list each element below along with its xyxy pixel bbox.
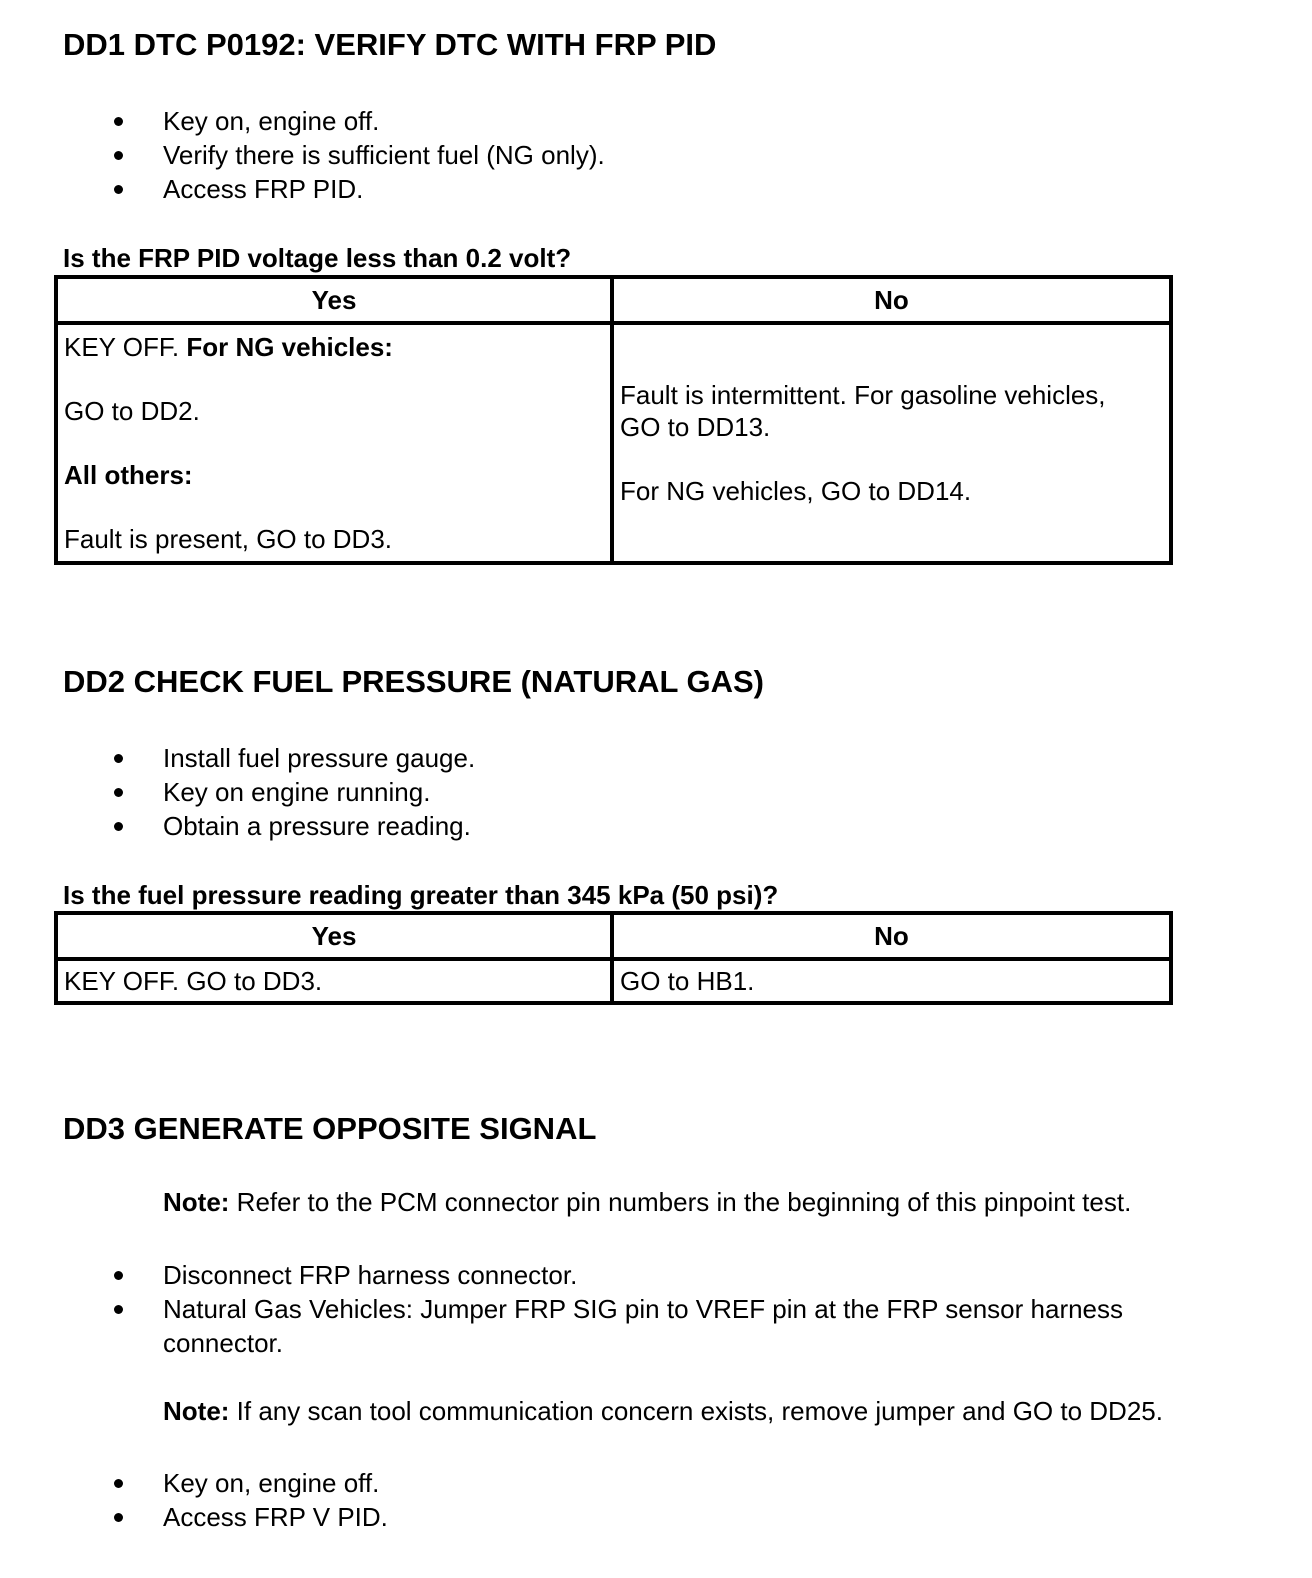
dd1-yes-header: Yes bbox=[56, 277, 612, 323]
dd1-step: Access FRP PID. bbox=[0, 172, 1223, 206]
dd1-yes-go-dd3: Fault is present, GO to DD3. bbox=[64, 524, 393, 554]
dd1-heading: DD1 DTC P0192: VERIFY DTC WITH FRP PID bbox=[63, 27, 717, 62]
dd1-yes-ng-label: For NG vehicles: bbox=[186, 332, 393, 362]
dd2-question: Is the fuel pressure reading greater than 345 kPa (50 psi)? bbox=[63, 880, 779, 910]
dd3-step-list-2 bbox=[0, 1466, 1223, 1534]
dd3-note-1-label: Note: bbox=[163, 1187, 230, 1217]
dd1-yes-key-off: KEY OFF. bbox=[64, 332, 180, 362]
dd3-note-1 bbox=[163, 1185, 1131, 1219]
dd2-step: Install fuel pressure gauge. bbox=[0, 741, 1223, 775]
dd3-note-2 bbox=[163, 1394, 1163, 1428]
dd1-yes-cell bbox=[56, 323, 612, 563]
dd1-step: Key on, engine off. bbox=[0, 104, 1223, 138]
dd1-question: Is the FRP PID voltage less than 0.2 volt? bbox=[63, 243, 572, 273]
dd3-note-2-text: If any scan tool communication concern exists, remove jumper and GO to DD25. bbox=[236, 1396, 1163, 1426]
dd2-yes-cell: KEY OFF. GO to DD3. bbox=[56, 959, 612, 1003]
dd3-note-1-text: Refer to the PCM connector pin numbers in the beginning of this pinpoint test. bbox=[236, 1187, 1132, 1217]
dd1-step-list bbox=[0, 104, 1223, 206]
dd1-no-cell bbox=[612, 323, 1171, 563]
dd1-no-intermittent: Fault is intermittent. For gasoline vehicles, GO to DD13. bbox=[620, 380, 1106, 442]
dd2-no-cell: GO to HB1. bbox=[612, 959, 1171, 1003]
dd2-no-header: No bbox=[612, 913, 1171, 959]
dd3-heading: DD3 GENERATE OPPOSITE SIGNAL bbox=[63, 1111, 597, 1146]
dd1-decision-table bbox=[54, 275, 1173, 565]
dd2-step: Key on engine running. bbox=[0, 775, 1223, 809]
dd3-step: Disconnect FRP harness connector. bbox=[0, 1258, 1223, 1292]
dd3-step: Natural Gas Vehicles: Jumper FRP SIG pin to VREF pin at the FRP sensor harness connector. bbox=[0, 1292, 1223, 1360]
dd3-step-list-1 bbox=[0, 1258, 1223, 1360]
dd1-yes-go-dd2: GO to DD2. bbox=[64, 396, 200, 426]
dd1-step: Verify there is sufficient fuel (NG only). bbox=[0, 138, 1223, 172]
dd2-step-list bbox=[0, 741, 1223, 843]
dd2-heading: DD2 CHECK FUEL PRESSURE (NATURAL GAS) bbox=[63, 664, 764, 699]
dd1-yes-others-label: All others: bbox=[64, 460, 193, 490]
dd2-decision-table bbox=[54, 911, 1173, 1005]
dd2-step: Obtain a pressure reading. bbox=[0, 809, 1223, 843]
dd3-note-2-label: Note: bbox=[163, 1396, 230, 1426]
dd1-no-header: No bbox=[612, 277, 1171, 323]
dd3-step: Access FRP V PID. bbox=[0, 1500, 1223, 1534]
dd3-step: Key on, engine off. bbox=[0, 1466, 1223, 1500]
dd2-yes-header: Yes bbox=[56, 913, 612, 959]
dd1-no-ng: For NG vehicles, GO to DD14. bbox=[620, 476, 972, 506]
